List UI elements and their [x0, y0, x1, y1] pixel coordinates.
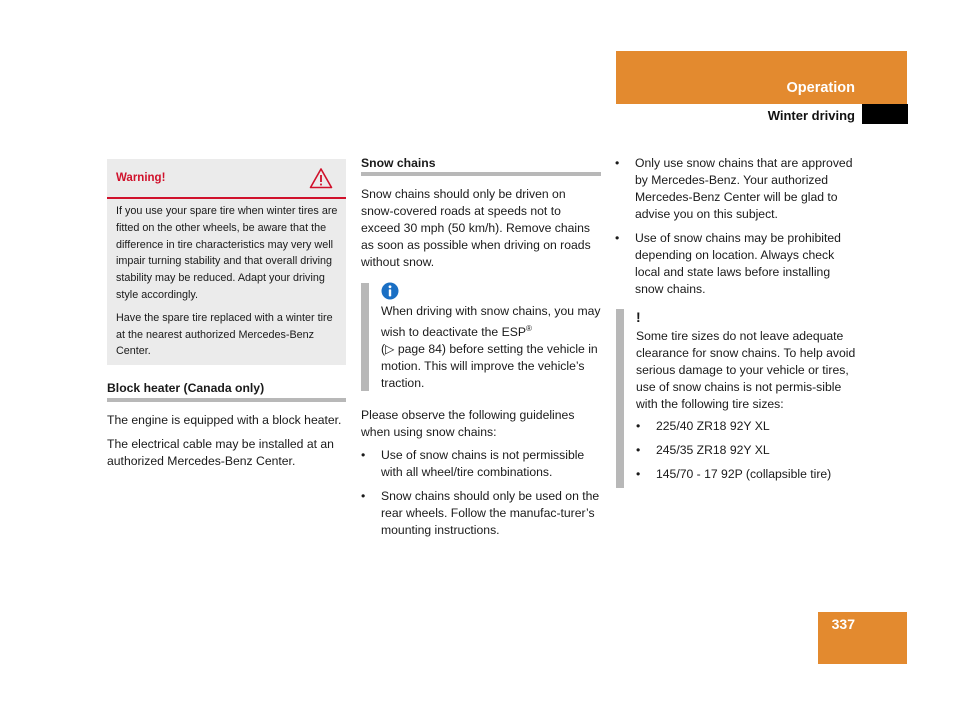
subsection-title: Winter driving: [767, 108, 855, 123]
info-text-part: before setting the vehicle in motion. This will improve the vehicle’s traction.: [381, 342, 598, 391]
heading-rule: [107, 398, 346, 402]
list-item: • Snow chains should only be used on the rear wheels. Follow the manufac-turer’s mounting instructions.: [361, 488, 601, 539]
warning-paragraph: If you use your spare tire when winter tires are fitted on the other wheels, be aware that the difference in tire characteristics may very well impair turning stability and that overall driving stability may be reduced. Adapt your driving style accordingly.: [116, 205, 338, 301]
tire-size-item: • 225/40 ZR18 92Y XL: [636, 418, 860, 435]
tire-size-item: • 245/35 ZR18 92Y XL: [636, 442, 860, 459]
paragraph: The electrical cable may be installed at an authorized Mercedes-Benz Center.: [107, 437, 334, 468]
snow-chains-intro: Snow chains should only be driven on snow-covered roads at speeds not to exceed 30 mph (50 km/h). Remove chains as soon as possible when driving on roads without snow.: [361, 187, 591, 269]
list-item: • Use of snow chains is not permissible with all wheel/tire combinations.: [361, 447, 601, 481]
warning-body: [116, 203, 340, 360]
warning-triangle-icon: [309, 167, 333, 189]
tire-size-list: [636, 418, 860, 483]
page-reference-link[interactable]: (▷ page 84): [381, 342, 446, 357]
snow-chains-heading: Snow chains: [361, 156, 436, 170]
info-note-bar: [361, 283, 369, 391]
registered-mark: ®: [525, 324, 532, 333]
list-item: • Use of snow chains may be prohibited depending on location. Always check local and state laws before installing snow chains.: [615, 230, 861, 298]
tire-size-item: • 145/70 - 17 92P (collapsible tire): [636, 466, 860, 483]
subsection-tab-marker: [862, 104, 908, 124]
warning-title: Warning!: [116, 172, 166, 184]
warning-divider: [107, 197, 346, 199]
heading-rule: [361, 172, 601, 176]
notice-text: Some tire sizes do not leave adequate clearance for snow chains. To help avoid serious damage to your vehicle or tires, use of snow chains is not permis-sible with the following tire sizes:: [636, 329, 856, 411]
section-header-box: [616, 51, 907, 104]
block-heater-body: [107, 412, 346, 470]
paragraph: The engine is equipped with a block heater.: [107, 413, 342, 427]
info-note-text: [381, 303, 601, 392]
info-icon: [381, 282, 399, 300]
guidelines-intro: Please observe the following guidelines when using snow chains:: [361, 408, 575, 439]
guidelines-list-continued: [615, 155, 861, 298]
guidelines-list: [361, 447, 601, 539]
notice-bar: [616, 309, 624, 488]
exclamation-icon: !: [636, 309, 641, 325]
section-title: Operation: [786, 80, 855, 96]
page-number: 337: [831, 616, 855, 632]
warning-paragraph: Have the spare tire replaced with a winter tire at the nearest authorized Mercedes-Benz Center.: [116, 311, 333, 358]
list-item: • Only use snow chains that are approved by Mercedes-Benz. Your authorized Mercedes-Benz Center will be glad to advise you on this subject.: [615, 155, 861, 223]
info-text-part: When driving with snow chains, you may wish to deactivate the ESP: [381, 304, 601, 340]
block-heater-heading: Block heater (Canada only): [107, 381, 265, 395]
